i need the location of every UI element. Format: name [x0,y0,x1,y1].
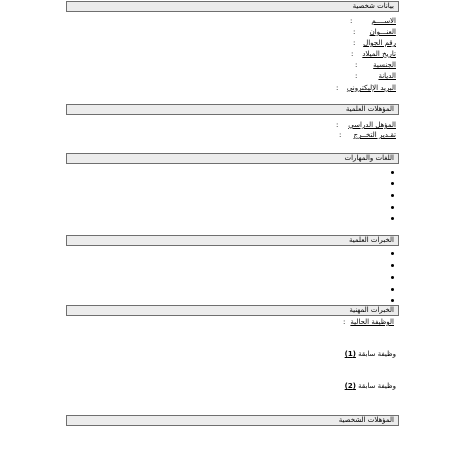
field-religion: الديانة [378,72,396,80]
field-email: البريد الإليكتروني [346,84,396,92]
field-grade: تقـدير التخــرج [353,131,396,139]
colon: : [355,72,358,80]
bullet-point [391,299,394,302]
bullet-point [391,217,394,220]
colon: : [353,28,356,36]
colon: : [336,84,339,92]
bullet-point [391,264,394,267]
field-birth-date: تاريخ الميلاد [362,50,396,58]
bullet-point [391,194,394,197]
colon: : [336,121,339,129]
field-mobile: رقم الجوال [363,39,396,47]
prev-job-number: (1) [344,350,356,358]
colon: : [350,17,353,25]
bullet-point [391,171,394,174]
field-prev-job-2: وظيفة سابقة (2) [344,382,396,390]
section-header-personal-qualifications: المؤهلات الشخصية [66,415,399,426]
colon: : [351,50,354,58]
section-header-professional: الخبرات المهنية [66,305,399,316]
field-current-job: الوظيفة الحالية [350,318,394,326]
prev-job-number: (2) [344,382,356,390]
section-header-languages: اللغات والمهارات [66,153,399,164]
field-address: العنـــوان [369,28,396,36]
bullet-point [391,276,394,279]
colon: : [339,131,342,139]
bullet-point [391,252,394,255]
section-header-academic: المؤهلات العلمية [66,104,399,115]
bullet-point [391,206,394,209]
field-prev-job-1: وظيفة سابقة (1) [344,350,396,358]
section-header-scientific: الخبرات العلمية [66,235,399,246]
section-header-personal: بيانات شخصية [66,1,399,12]
colon: : [343,318,346,326]
field-degree: المؤهل الدراسي [348,121,396,129]
bullet-point [391,182,394,185]
field-name: الاســــم [371,17,396,25]
colon: : [353,39,356,47]
field-nationality: الجنسية [373,61,396,69]
bullet-point [391,288,394,291]
colon: : [355,61,358,69]
